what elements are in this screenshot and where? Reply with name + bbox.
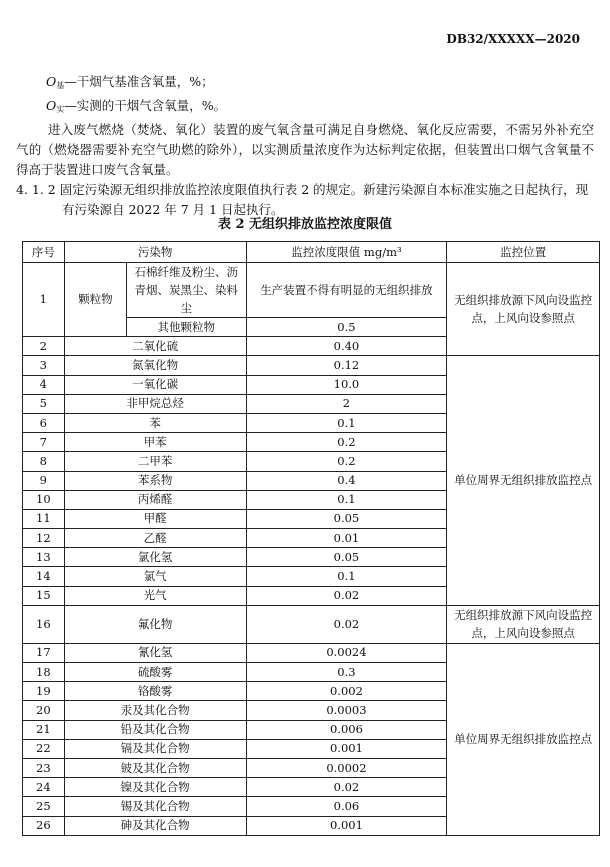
cell-pollutant: 硫酸雾	[64, 663, 246, 682]
cell-limit: 0.06	[246, 797, 447, 816]
header-limit: 监控浓度限值 mg/m³	[246, 242, 447, 263]
cell-limit: 0.4	[246, 471, 447, 490]
document-code: DB32/XXXXX—2020	[446, 32, 580, 46]
cell-limit: 0.02	[246, 605, 447, 643]
cell-no: 3	[23, 356, 65, 375]
cell-limit: 0.002	[246, 682, 447, 701]
paragraph: 进入废气燃烧（焚烧、氧化）装置的废气氧含量可满足自身燃烧、氧化反应需要，不需另外补充空气的（燃烧器需要补充空气助燃的除外），以实测质量浓度作为达标判定依据，但装置出口烟气含氧量不得高于装置进口废气含氧量。	[16, 122, 594, 177]
cell-limit: 0.2	[246, 433, 447, 452]
cell-pollutant: 光气	[64, 586, 246, 605]
table-title: 表 2 无组织排放监控浓度限值	[217, 217, 393, 232]
cell-no: 8	[23, 452, 65, 471]
cell-no: 12	[23, 529, 65, 548]
cell-limit: 0.2	[246, 452, 447, 471]
definition-line	[16, 72, 594, 96]
cell-subpollutant: 其他颗粒物	[126, 318, 246, 337]
clause-continuation: 有污染源自 2022 年 7 月 1 日起执行。	[62, 202, 284, 217]
cell-no: 7	[23, 433, 65, 452]
cell-no: 9	[23, 471, 65, 490]
cell-limit: 10.0	[246, 375, 447, 394]
cell-no: 1	[23, 263, 65, 337]
cell-limit: 0.1	[246, 413, 447, 432]
header-no: 序号	[23, 242, 65, 263]
body-text	[16, 72, 594, 220]
clause-text: 固定污染源无组织排放监控浓度限值执行表 2 的规定。新建污染源自本标准实施之日起执行，现	[59, 182, 589, 197]
cell-limit: 0.001	[246, 739, 447, 758]
symbol-subscript: 实	[56, 105, 65, 114]
cell-pollutant: 氟化物	[64, 605, 246, 643]
cell-no: 4	[23, 375, 65, 394]
cell-limit: 0.0003	[246, 701, 447, 720]
clause-number: 4. 1. 2	[16, 182, 56, 197]
cell-pollutant: 氯化氢	[64, 548, 246, 567]
cell-no: 25	[23, 797, 65, 816]
header-position: 监控位置	[447, 242, 600, 263]
cell-pollutant: 甲苯	[64, 433, 246, 452]
symbol: O	[46, 98, 57, 113]
cell-limit: 0.3	[246, 663, 447, 682]
cell-subpollutant: 石棉纤维及粉尘、沥青烟、炭黑尘、染料尘	[126, 263, 246, 318]
cell-limit: 0.0002	[246, 758, 447, 777]
cell-no: 10	[23, 490, 65, 509]
cell-limit: 0.001	[246, 816, 447, 835]
cell-category: 颗粒物	[64, 263, 126, 337]
cell-pollutant: 氰化氢	[64, 643, 246, 662]
cell-no: 23	[23, 758, 65, 777]
cell-position: 无组织排放源下风向设监控点，上风向设参照点	[447, 605, 600, 643]
definition-text: —干烟气基准含氧量，%；	[64, 74, 214, 89]
cell-limit: 0.12	[246, 356, 447, 375]
cell-no: 6	[23, 413, 65, 432]
cell-pollutant: 一氧化碳	[64, 375, 246, 394]
cell-position: 单位周界无组织排放监控点	[447, 356, 600, 605]
cell-position: 无组织排放源下风向设监控点，上风向设参照点	[447, 263, 600, 356]
cell-no: 5	[23, 394, 65, 413]
cell-limit: 0.5	[246, 318, 447, 337]
symbol: O	[46, 74, 57, 89]
cell-no: 22	[23, 739, 65, 758]
cell-no: 24	[23, 778, 65, 797]
cell-no: 20	[23, 701, 65, 720]
limits-table	[22, 241, 600, 836]
cell-limit: 0.40	[246, 337, 447, 356]
cell-pollutant: 氮氧化物	[64, 356, 246, 375]
cell-limit: 0.02	[246, 586, 447, 605]
cell-no: 2	[23, 337, 65, 356]
table-row	[23, 263, 600, 318]
cell-no: 18	[23, 663, 65, 682]
cell-pollutant: 非甲烷总烃	[64, 394, 246, 413]
cell-no: 17	[23, 643, 65, 662]
cell-limit: 0.1	[246, 567, 447, 586]
definition-text: —实测的干烟气含氧量，%。	[64, 98, 227, 113]
cell-pollutant: 汞及其化合物	[64, 701, 246, 720]
cell-limit: 0.05	[246, 548, 447, 567]
cell-pollutant: 铅及其化合物	[64, 720, 246, 739]
cell-no: 21	[23, 720, 65, 739]
cell-limit: 0.0024	[246, 643, 447, 662]
cell-limit: 2	[246, 394, 447, 413]
cell-pollutant: 镉及其化合物	[64, 739, 246, 758]
cell-no: 16	[23, 605, 65, 643]
cell-no: 13	[23, 548, 65, 567]
cell-pollutant: 甲醛	[64, 509, 246, 528]
cell-position: 单位周界无组织排放监控点	[447, 643, 600, 835]
cell-limit: 0.01	[246, 529, 447, 548]
table-header-row	[23, 242, 600, 263]
cell-limit: 0.1	[246, 490, 447, 509]
cell-pollutant: 苯	[64, 413, 246, 432]
cell-pollutant: 丙烯醛	[64, 490, 246, 509]
cell-no: 14	[23, 567, 65, 586]
cell-limit: 生产装置不得有明显的无组织排放	[246, 263, 447, 318]
clause-line	[16, 180, 594, 200]
cell-limit: 0.05	[246, 509, 447, 528]
cell-limit: 0.02	[246, 778, 447, 797]
cell-pollutant: 铍及其化合物	[64, 758, 246, 777]
cell-pollutant: 氯气	[64, 567, 246, 586]
definition-line	[16, 96, 594, 120]
table-row	[23, 643, 600, 662]
cell-pollutant: 苯系物	[64, 471, 246, 490]
cell-pollutant: 乙醛	[64, 529, 246, 548]
cell-pollutant: 镍及其化合物	[64, 778, 246, 797]
cell-no: 26	[23, 816, 65, 835]
symbol-subscript: 基	[56, 81, 65, 90]
cell-limit: 0.006	[246, 720, 447, 739]
cell-pollutant: 二甲苯	[64, 452, 246, 471]
cell-pollutant: 二氧化硫	[64, 337, 246, 356]
cell-pollutant: 铬酸雾	[64, 682, 246, 701]
cell-no: 15	[23, 586, 65, 605]
cell-no: 11	[23, 509, 65, 528]
table-row	[23, 356, 600, 375]
table-row	[23, 605, 600, 643]
header-pollutant: 污染物	[64, 242, 246, 263]
cell-pollutant: 砷及其化合物	[64, 816, 246, 835]
cell-pollutant: 锡及其化合物	[64, 797, 246, 816]
cell-no: 19	[23, 682, 65, 701]
